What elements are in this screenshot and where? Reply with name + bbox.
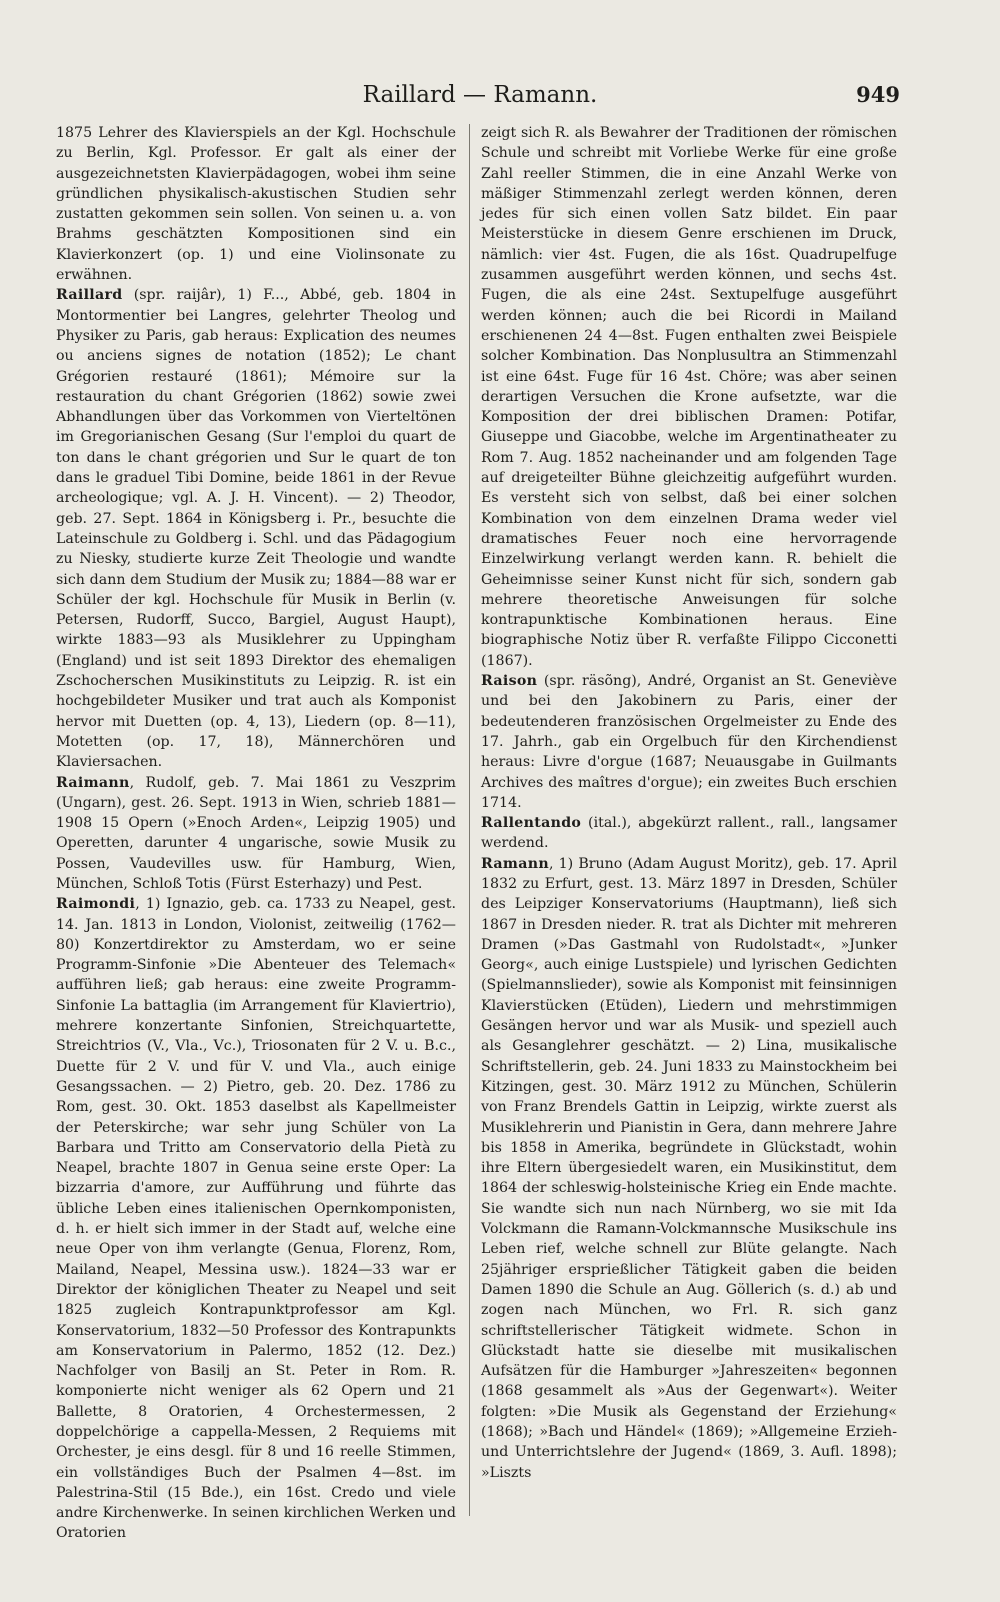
page-number: 949 [856,82,900,107]
headword-raison: Raison [481,673,538,690]
entry-raillard [56,285,456,772]
entry-ramann [481,854,897,1483]
running-title: Raillard — Ramann. [362,82,598,108]
entry-raison-text: (spr. räsõng), André, Organist an St. Geneviève und bei den Jakobinern zu Paris, einer der bedeutenderen französischen Orgelmeister zu Ende des 17. Jahrh., gab ein Orgelbuch für den Kirchendienst heraus: Livre d'orgue (1687; Neuausgabe in Guilmants Archives des maîtres d'orgue); ein zweites Buch erschien 1714. [481,673,897,811]
headword-raimann: Raimann [56,774,130,791]
continued-entry-text: 1875 Lehrer des Klavierspiels an der Kgl. Hochschule zu Berlin, Kgl. Professor. Er galt als einer der ausgezeichnetsten Klavierpädagogen, wobei ihm seine gründlichen physikalisch-akustischen Studien sehr zustatten gekommen sein sollen. Von seinen u. a. von Brahms geschätzten Kompositionen sind ein Klavierkonzert (op. 1) und eine Violinsonate zu erwähnen. [56,125,456,284]
entry-rallentando-text: (ital.), abgekürzt rallent., rall., langsamer werdend. [481,815,897,852]
entry-raison [481,671,897,813]
headword-rallentando: Rallentando [481,815,582,832]
headword-raimondi: Raimondi [56,896,136,913]
right-column [481,123,897,1518]
continued-entry-text-right: zeigt sich R. als Bewahrer der Traditionen der römischen Schule und schreibt mit Vorliebe Werke für eine große Zahl reeller Stimmen, die in eine Anzahl Werke von mäßiger Stimmenzahl zerlegt werden können, deren jedes für sich einen vollen Satz bildet. Ein paar Meisterstücke in diesem Genre erschienen im Druck, nämlich: vier 4st. Fugen, die als 16st. Quadrupelfuge zusammen ausgeführt werden können, und sechs 4st. Fugen, die als eine 24st. Sextupelfuge ausgeführt werden können; auch die bei Ricordi in Mailand erschienenen 24 4—8st. Fugen enthalten zwei Beispiele solcher Kombination. Das Nonplusultra an Stimmenzahl ist eine 64st. Fuge für 16 4st. Chöre; was aber seinen derartigen Versuchen die Krone aufsetzte, war die Komposition der drei biblischen Dramen: Potifar, Giuseppe und Giacobbe, welche im Argentinatheater zu Rom 7. Aug. 1852 nacheinander und am folgenden Tage auf dreigeteilter Bühne gleichzeitig aufgeführt wurden. Es versteht sich von selbst, daß bei einer solchen Kombination von dem einzelnen Drama weder viel dramatisches Feuer noch eine hervorragende Einzelwirkung verlangt werden kann. R. behielt die Geheimnisse seiner Kunst nicht für sich, sondern gab mehrere theoretische Anweisungen für solche kontrapunktische Kombinationen heraus. Eine biographische Notiz über R. verfaßte Filippo Cicconetti (1867). [481,125,897,669]
headword-ramann: Ramann [481,855,549,872]
entry-raimondi [56,894,456,1544]
entry-raimann-text: , Rudolf, geb. 7. Mai 1861 zu Veszprim (Ungarn), gest. 26. Sept. 1913 in Wien, schrieb 1881—1908 15 Opern (»Enoch Arden«, Leipzig 1905) und Operetten, darunter 4 ungarische, sowie Musik zu Possen, Vaudevilles usw. für Hamburg, Wien, München, Schloß Totis (Fürst Esterhazy) und Pest. [56,774,456,892]
left-column [56,123,456,1542]
entry-ramann-text: , 1) Bruno (Adam August Moritz), geb. 17. April 1832 zu Erfurt, gest. 13. März 1897 in Dresden, Schüler des Leipziger Konservatoriums (Hauptmann), ließ sich 1867 in Dresden nieder. R. trat als Dichter mit mehreren Dramen (»Das Gastmahl von Rudolstadt«, »Junker Georg«, auch einige Lustspiele) und lyrischen Gedichten (Spielmannslieder), sowie als Komponist mit feinsinnigen Klavierstücken (Etüden), Liedern und mehrstimmigen Gesängen hervor und war als Musik- und speziell auch als Gesanglehrer geschätzt. — 2) Lina, musikalische Schriftstellerin, geb. 24. Juni 1833 zu Mainstockheim bei Kitzingen, gest. 30. März 1912 zu München, Schülerin von Franz Brendels Gattin in Leipzig, wirkte zuerst als Musiklehrerin und Pianistin in Gera, dann mehrere Jahre bis 1858 in Amerika, begründete in Glückstadt, wohin ihre Eltern übergesiedelt waren, ein Musikinstitut, dem 1864 der schleswig-holsteinische Krieg ein Ende machte. Sie wandte sich nun nach Nürnberg, wo sie mit Ida Volckmann die Ramann-Volckmannsche Musikschule ins Leben rief, welche schnell zur Blüte gelangte. Nach 25jähriger ersprießlicher Tätigkeit gaben die beiden Damen 1890 die Schule an Aug. Göllerich (s. d.) ab und zogen nach München, wo Frl. R. sich ganz schriftstellerischer Tätigkeit widmete. Schon in Glückstadt hatte sie dieselbe mit musikalischen Aufsätzen für die Hamburger »Jahreszeiten« begonnen (1868 gesammelt als »Aus der Gegenwart«). Weiter folgten: »Die Musik als Gegenstand der Erziehung« (1868); »Bach und Händel« (1869); »Allgemeine Erzieh- und Unterrichtslehre der Jugend« (1869, 3. Aufl. 1898); »Liszts [481,855,897,1481]
column-divider [469,124,470,1516]
page-header [60,80,900,114]
entry-raillard-text: (spr. raijâr), 1) F..., Abbé, geb. 1804 in Montormentier bei Langres, gelehrter Theolog und Physiker zu Paris, gab heraus: Explication des neumes ou anciens signes de notation (1852); Le chant Grégorien restauré (1861); Mémoire sur la restauration du chant Grégorien (1862) sowie zwei Abhandlungen über das Vorkommen von Vierteltönen im Gregorianischen Gesang (Sur l'emploi du quart de ton dans le chant grégorien und Sur le quart de ton dans le graduel Tibi Domine, beide 1861 in der Revue archeologique; vgl. A. J. H. Vincent). — 2) Theodor, geb. 27. Sept. 1864 in Königsberg i. Pr., besuchte die Lateinschule zu Goldberg i. Schl. und das Pädagogium zu Niesky, studierte kurze Zeit Theologie und wandte sich dann dem Studium der Musik zu; 1884—88 war er Schüler der kgl. Hochschule für Musik in Berlin (v. Petersen, Rudorff, Succo, Bargiel, August Haupt), wirkte 1883—93 als Musiklehrer zu Uppingham (England) und ist seit 1893 Direktor des ehemaligen Zschocherschen Musikinstituts zu Leipzig. R. ist ein hochgebildeter Musiker und trat auch als Komponist hervor mit Duetten (op. 4, 13), Liedern (op. 8—11), Motetten (op. 17, 18), Männerchören und Klaviersachen. [56,287,456,771]
entry-raimondi-text: , 1) Ignazio, geb. ca. 1733 zu Neapel, gest. 14. Jan. 1813 in London, Violonist, zeitweilig (1762—80) Konzertdirektor zu Amsterdam, wo er seine Programm-Sinfonie »Die Abenteuer des Telemach« aufführen ließ; gab heraus: eine zweite Programm-Sinfonie La battaglia (im Arrangement für Klaviertrio), mehrere konzertante Sinfonien, Streichquartette, Streichtrios (V., Vla., Vc.), Triosonaten für 2 V. u. B.c., Duette für 2 V. und für V. und Vla., auch einige Gesangssachen. — 2) Pietro, geb. 20. Dez. 1786 zu Rom, gest. 30. Okt. 1853 daselbst als Kapellmeister der Peterskirche; war sehr jung Schüler von La Barbara und Tritto am Conservatorio della Pietà zu Neapel, brachte 1807 in Genua seine erste Oper: La bizzarria d'amore, zur Aufführung und führte das übliche Leben eines italienischen Opernkomponisten, d. h. er hielt sich immer in der Stadt auf, welche eine neue Oper von ihm verlangte (Genua, Florenz, Rom, Mailand, Neapel, Messina usw.). 1824—33 war er Direktor der königlichen Theater zu Neapel und seit 1825 zugleich Kontrapunktprofessor am Kgl. Konservatorium, 1832—50 Professor des Kontrapunkts am Konservatorium in Palermo, 1852 (12. Dez.) Nachfolger von Basilj an St. Peter in Rom. R. komponierte nicht weniger als 62 Opern und 21 Ballette, 8 Oratorien, 4 Orchestermessen, 2 doppelchörige a cappella-Messen, 2 Requiems mit Orchester, je eins desgl. für 8 und 16 reelle Stimmen, ein vollständiges Buch der Psalmen 4—8st. im Palestrina-Stil (15 Bde.), ein 16st. Credo und viele andre Kirchenwerke. In seinen kirchlichen Werken und Oratorien [56,896,456,1542]
entry-rallentando [481,813,897,854]
entry-raimann [56,773,456,895]
headword-raillard: Raillard [56,287,123,304]
